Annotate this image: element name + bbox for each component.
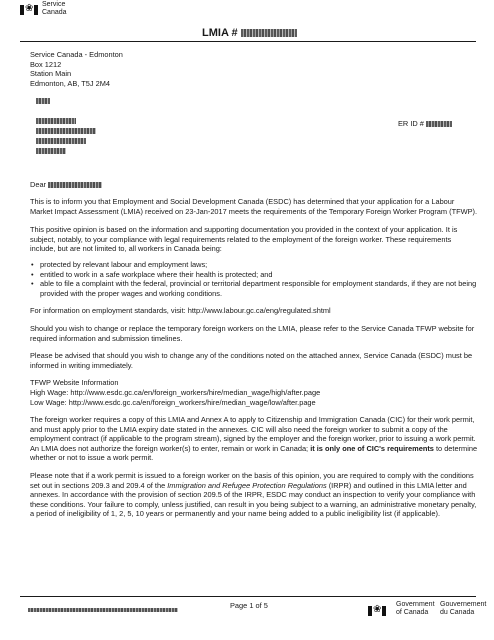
paragraph-7-end: (IRPR) and outlined in this LMIA letter and annexes. In accordance with the provision of section 209.5 of the IRPR, ESDC may conduct an inspection to verify your compliance with these conditions. Your failure to comply, unless justified, can result in you being subject to a warning, an administrative monetary penalty, a period of ineligibility of 1, 2, 5, 10 years or permanently and your name being added to a public ineligibility list (if applicable). bbox=[30, 480, 477, 519]
paragraph-6-text: The foreign worker requires a copy of this LMIA and Annex A to apply to Citizenship and Immigration Canada (CIC) for their work permit, and must apply prior to the LMIA expiry date stated in the annexes. CIC will also need the foreign worker to submit a copy of the employment contract (if applicable to the program stream), signed by the employer and the foreign worker, prior to issuing a work permit. An LMIA does not authorize the foreign worker(s) to enter, remain or work in Canada; bbox=[30, 415, 476, 453]
redacted-name bbox=[48, 182, 102, 188]
list-item: • able to file a complaint with the federal, provincial or territorial department responsible for employment standards, if they are not being provided with the proper wages and working conditions. bbox=[40, 279, 478, 298]
er-id-label: ER ID # bbox=[398, 119, 424, 128]
gov-en-line1: Government bbox=[396, 601, 435, 608]
rights-list bbox=[30, 260, 478, 298]
paragraph-7-italic: Immigration and Refugee Protection Regulations bbox=[167, 480, 327, 490]
address-line2: Box 1212 bbox=[30, 59, 62, 69]
paragraph-7-start: Please note that if a work permit is issued to a foreign worker on the basis of this opinion, you are required to comply with the conditions set out in sections 209.3 and 209.4 of the bbox=[30, 471, 474, 490]
address-line1: Service Canada - Edmonton bbox=[30, 50, 123, 59]
canada-flag-icon: ❀ bbox=[20, 5, 38, 15]
logo-line2: Canada bbox=[42, 9, 67, 16]
paragraph-6-bold: it is only one of CIC's requirements bbox=[310, 443, 434, 453]
lmia-title bbox=[202, 27, 297, 39]
office-address bbox=[30, 50, 250, 88]
redacted-footer-ref bbox=[28, 601, 178, 619]
paragraph-5: Please be advised that should you wish to change any of the conditions noted on the attached annex, Service Canada (ESDC) must be informed in writing immediately. bbox=[30, 351, 473, 370]
low-wage-link: Low Wage: http://www.esdc.gc.ca/en/foreign_workers/hire/median_wage/low/after.page bbox=[30, 397, 316, 407]
paragraph-6-end: to determine whether or not to issue a work permit. bbox=[30, 443, 478, 463]
paragraph-4: Should you wish to change or replace the temporary foreign workers on the LMIA, please refer to the Service Canada TFWP website for required information and submission timelines. bbox=[30, 323, 475, 343]
paragraph-6 bbox=[30, 415, 478, 463]
footer-rule bbox=[20, 596, 476, 597]
government-of-canada-logo bbox=[368, 601, 487, 621]
salutation-text: Dear bbox=[30, 180, 47, 189]
lmia-title-label: LMIA # bbox=[202, 27, 238, 39]
header-rule bbox=[20, 41, 476, 42]
gov-fr-line1: Gouvernement bbox=[440, 601, 487, 608]
letter-body bbox=[30, 197, 478, 519]
address-line3: Station Main bbox=[30, 69, 72, 79]
address-line4: Edmonton, AB, T5J 2M4 bbox=[30, 78, 110, 88]
canada-flag-icon: ❀ bbox=[368, 606, 386, 616]
er-id bbox=[398, 119, 452, 129]
gov-en-line2: of Canada bbox=[396, 609, 429, 616]
list-item: • entitled to work in a safe workplace where their health is protected; and bbox=[40, 270, 478, 280]
redacted-employer-block bbox=[36, 98, 96, 154]
paragraph-2: This positive opinion is based on the information and supporting documentation you provided in the context of your application. It is subject, notably, to your compliance with legal requirements related to the employment of the foreign worker. These requirements include, but are not limited to, all workers in Canada being: bbox=[30, 225, 458, 254]
redacted-lmia-number bbox=[241, 29, 297, 37]
paragraph-1: This is to inform you that Employment and Social Development Canada (ESDC) has determined that your application for a Labour Market Impact Assessment (LMIA) received on 23-Jan-2017 meets the requirements of the Temporary Foreign Worker Program (TFWP). bbox=[30, 197, 478, 216]
service-canada-logo bbox=[20, 1, 67, 20]
paragraph-3: For information on employment standards, visit: http://www.labour.gc.ca/eng/regulated.shtml bbox=[30, 306, 331, 316]
page-number: Page 1 of 5 bbox=[230, 601, 268, 610]
logo-line1: Service bbox=[42, 1, 66, 8]
redacted-er-id bbox=[426, 121, 452, 127]
high-wage-link: High Wage: http://www.esdc.gc.ca/en/foreign_workers/hire/median_wage/high/after.page bbox=[30, 387, 321, 397]
list-item: • protected by relevant labour and employment laws; bbox=[40, 260, 478, 270]
salutation bbox=[30, 180, 102, 190]
tfwp-title: TFWP Website Information bbox=[30, 378, 119, 388]
gov-fr-line2: du Canada bbox=[440, 609, 475, 616]
paragraph-7 bbox=[30, 471, 478, 519]
